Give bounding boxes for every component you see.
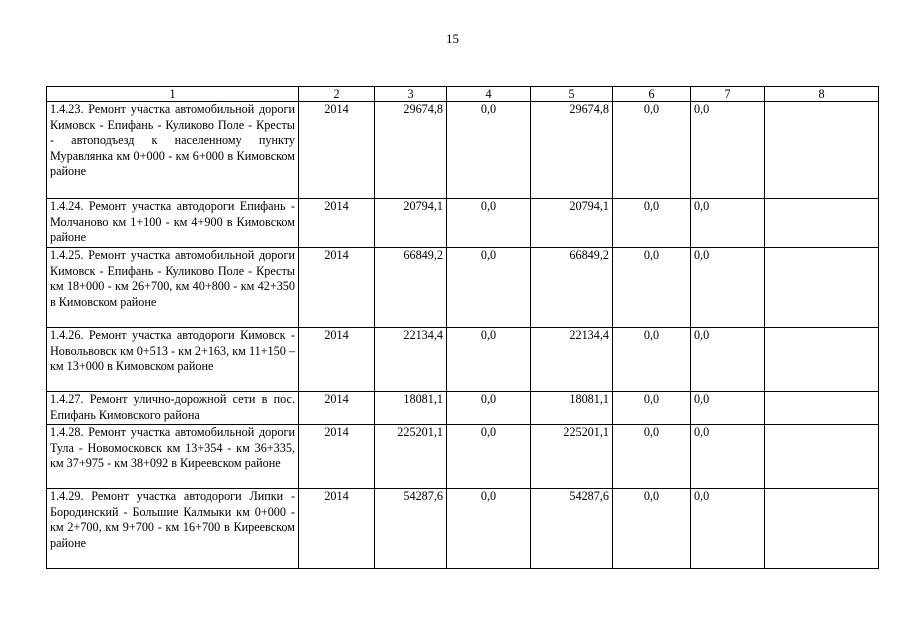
row-col4: 0,0 bbox=[447, 392, 531, 425]
column-header: 2 bbox=[299, 87, 375, 102]
column-header: 1 bbox=[47, 87, 299, 102]
row-col6: 0,0 bbox=[613, 425, 691, 489]
column-header: 6 bbox=[613, 87, 691, 102]
column-header: 3 bbox=[375, 87, 447, 102]
row-description: 1.4.29. Ремонт участка автодороги Липки - Бородинский - Большие Калмыки км 0+000 - км 2+700, км 9+700 - км 16+700 в Киреевском районе bbox=[47, 489, 299, 569]
table-row bbox=[47, 102, 879, 199]
row-col4: 0,0 bbox=[447, 328, 531, 392]
row-col4: 0,0 bbox=[447, 199, 531, 248]
row-col8 bbox=[765, 328, 879, 392]
column-header: 5 bbox=[531, 87, 613, 102]
row-col8 bbox=[765, 102, 879, 199]
row-col7: 0,0 bbox=[691, 328, 765, 392]
row-col8 bbox=[765, 489, 879, 569]
row-col4: 0,0 bbox=[447, 248, 531, 328]
row-year: 2014 bbox=[299, 489, 375, 569]
row-col7: 0,0 bbox=[691, 199, 765, 248]
row-col6: 0,0 bbox=[613, 392, 691, 425]
row-col6: 0,0 bbox=[613, 489, 691, 569]
row-col8 bbox=[765, 425, 879, 489]
row-col8 bbox=[765, 248, 879, 328]
row-year: 2014 bbox=[299, 248, 375, 328]
column-header: 4 bbox=[447, 87, 531, 102]
row-col5: 18081,1 bbox=[531, 392, 613, 425]
row-year: 2014 bbox=[299, 328, 375, 392]
row-description: 1.4.24. Ремонт участка автодороги Епифань - Молчаново км 1+100 - км 4+900 в Кимовском районе bbox=[47, 199, 299, 248]
row-description: 1.4.27. Ремонт улично-дорожной сети в пос. Епифань Кимовского района bbox=[47, 392, 299, 425]
row-description: 1.4.28. Ремонт участка автомобильной дороги Тула - Новомосковск км 13+354 - км 36+335, км 37+975 - км 38+092 в Киреевском районе bbox=[47, 425, 299, 489]
table-row bbox=[47, 489, 879, 569]
row-year: 2014 bbox=[299, 199, 375, 248]
row-total: 66849,2 bbox=[375, 248, 447, 328]
row-col8 bbox=[765, 199, 879, 248]
row-col6: 0,0 bbox=[613, 248, 691, 328]
row-description: 1.4.23. Ремонт участка автомобильной дороги Кимовск - Епифань - Куликово Поле - Кресты - автоподъезд к населенному пункту Муравлянка км 0+000 - км 6+000 в Кимовском районе bbox=[47, 102, 299, 199]
table-row bbox=[47, 392, 879, 425]
row-total: 225201,1 bbox=[375, 425, 447, 489]
row-total: 29674,8 bbox=[375, 102, 447, 199]
row-col5: 54287,6 bbox=[531, 489, 613, 569]
column-header: 8 bbox=[765, 87, 879, 102]
row-year: 2014 bbox=[299, 425, 375, 489]
table-row bbox=[47, 425, 879, 489]
row-col4: 0,0 bbox=[447, 489, 531, 569]
header-row bbox=[47, 87, 879, 102]
row-description: 1.4.25. Ремонт участка автомобильной дороги Кимовск - Епифань - Куликово Поле - Кресты км 18+000 - км 26+700, км 40+800 - км 42+350 в Кимовском районе bbox=[47, 248, 299, 328]
row-total: 22134,4 bbox=[375, 328, 447, 392]
row-col6: 0,0 bbox=[613, 102, 691, 199]
table-row bbox=[47, 248, 879, 328]
row-col7: 0,0 bbox=[691, 102, 765, 199]
row-total: 18081,1 bbox=[375, 392, 447, 425]
row-year: 2014 bbox=[299, 102, 375, 199]
row-col5: 20794,1 bbox=[531, 199, 613, 248]
row-year: 2014 bbox=[299, 392, 375, 425]
row-col7: 0,0 bbox=[691, 489, 765, 569]
row-col6: 0,0 bbox=[613, 328, 691, 392]
row-col4: 0,0 bbox=[447, 102, 531, 199]
page-number: 15 bbox=[446, 31, 459, 46]
row-col7: 0,0 bbox=[691, 425, 765, 489]
row-col8 bbox=[765, 392, 879, 425]
column-header: 7 bbox=[691, 87, 765, 102]
table-row bbox=[47, 199, 879, 248]
row-col6: 0,0 bbox=[613, 199, 691, 248]
row-col7: 0,0 bbox=[691, 392, 765, 425]
budget-table bbox=[46, 86, 879, 569]
row-col5: 66849,2 bbox=[531, 248, 613, 328]
row-col7: 0,0 bbox=[691, 248, 765, 328]
row-col5: 225201,1 bbox=[531, 425, 613, 489]
row-col4: 0,0 bbox=[447, 425, 531, 489]
row-col5: 29674,8 bbox=[531, 102, 613, 199]
table-row bbox=[47, 328, 879, 392]
row-total: 20794,1 bbox=[375, 199, 447, 248]
row-description: 1.4.26. Ремонт участка автодороги Кимовск - Новольвовск км 0+513 - км 2+163, км 11+150 – км 13+000 в Кимовском районе bbox=[47, 328, 299, 392]
row-col5: 22134,4 bbox=[531, 328, 613, 392]
row-total: 54287,6 bbox=[375, 489, 447, 569]
